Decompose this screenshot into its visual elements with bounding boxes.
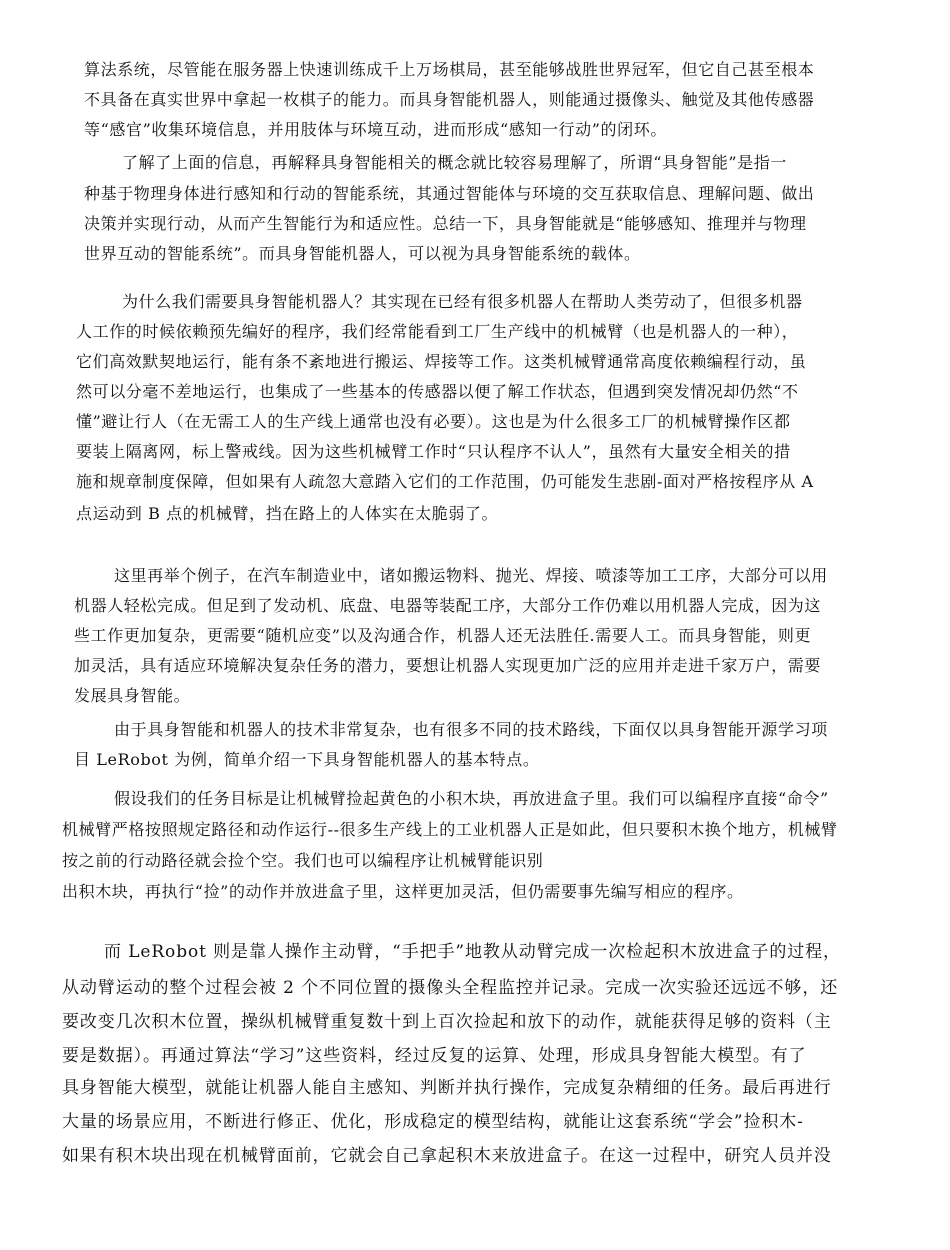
text-line: 具身智能大模型，就能让机器人能自主感知、判断并执行操作，完成复杂精细的任务。最后再进行 <box>62 1078 832 1098</box>
text-line: 然可以分毫不差地运行，也集成了一些基本的传感器以便了解工作状态，但遇到突发情况却仍然“不 <box>76 382 799 401</box>
text-line: 加灵活，具有适应环境解决复杂任务的潜力，要想让机器人实现更加广泛的应用并走进千家万户，需要 <box>74 656 822 675</box>
text-line: 不具备在真实世界中拿起一枚棋子的能力。而具身智能机器人，则能通过摄像头、触觉及其他传感器 <box>84 90 815 109</box>
text-line: 出积木块，再执行“捡”的动作并放进盒子里，这样更加灵活，但仍需要事先编写相应的程序。 <box>62 882 744 901</box>
text-line: 由于具身智能和机器人的技术非常复杂，也有很多不同的技术路线，下面仅以具身智能开源学习项 <box>114 720 828 739</box>
text-line: 从动臂运动的整个过程会被 2 个不同位置的摄像头全程监控并记录。完成一次实验还远远不够，还 <box>62 978 839 998</box>
text-line: 施和规章制度保障，但如果有人疏忽大意踏入它们的工作范围，仍可能发生悲剧-面对严格按程序从 A <box>76 472 814 491</box>
text-line: 种基于物理身体进行感知和行动的智能系统，其通过智能体与环境的交互获取信息、理解问题、做出 <box>84 184 815 203</box>
text-line: 人工作的时候依赖预先编好的程序，我们经常能看到工厂生产线中的机械臂（也是机器人的一种）， <box>76 322 799 341</box>
text-line: 假设我们的任务目标是让机械臂捡起黄色的小积木块，再放进盒子里。我们可以编程序直接“命令” <box>114 789 829 808</box>
text-line: 为什么我们需要具身智能机器人？其实现在已经有很多机器人在帮助人类劳动了，但很多机器 <box>122 292 803 311</box>
text-line: 些工作更加复杂，更需要“随机应变”以及沟通合作，机器人还无法胜任.需要人工。而具身智能，则更 <box>74 626 812 645</box>
text-line: 机器人轻松完成。但足到了发动机、底盘、电器等装配工序，大部分工作仍难以用机器人完成，因为这 <box>74 596 822 615</box>
text-line: 等“感官”收集环境信息，并用肢体与环境互动，进而形成“感知一行动”的闭环。 <box>84 120 667 139</box>
text-line: 目 LeRobot 为例，简单介绍一下具身智能机器人的基本特点。 <box>74 750 540 769</box>
text-line: 要改变几次积木位置，操纵机械臂重复数十到上百次捡起和放下的动作，就能获得足够的资料（主 <box>62 1012 832 1032</box>
text-line: 而 LeRobot 则是靠人操作主动臂，“手把手”地教从动臂完成一次检起积木放进盒子的过程， <box>104 942 841 962</box>
text-line: 按之前的行动路径就会捡个空。我们也可以编程序让机械臂能识别 <box>62 851 544 870</box>
text-line: 懂”避让行人（在无需工人的生产线上通常也没有必要）。这也是为什么很多工厂的机械臂操作区都 <box>76 412 791 431</box>
text-line: 算法系统，尽管能在服务器上快速训练成千上万场棋局，甚至能够战胜世界冠军，但它自己甚至根本 <box>84 60 815 79</box>
text-line: 如果有积木块出现在机械臂面前，它就会自己拿起积木来放进盒子。在这一过程中，研究人员并没 <box>62 1146 832 1166</box>
text-line: 发展具身智能。 <box>74 686 191 705</box>
text-line: 机械臂严格按照规定路径和动作运行--很多生产线上的工业机器人正是如此，但只要积木换个地方，机械臂 <box>62 820 838 839</box>
text-line: 世界互动的智能系统”。而具身智能机器人，可以视为具身智能系统的载体。 <box>84 244 641 263</box>
text-line: 了解了上面的信息，再解释具身智能相关的概念就比较容易理解了，所谓“具身智能”是指一 <box>122 153 787 172</box>
text-line: 点运动到 B 点的机械臂，挡在路上的人体实在太脆弱了。 <box>76 504 499 523</box>
text-line: 要是数据）。再通过算法“学习”这些资料，经过反复的运算、处理，形成具身智能大模型。有了 <box>62 1046 807 1066</box>
text-line: 要装上隔离网，标上警戒线。因为这些机械臂工作时“只认程序不认人”，虽然有大量安全相关的措 <box>76 442 791 461</box>
text-line: 这里再举个例子，在汽车制造业中，诸如搬运物料、抛光、焊接、喷漆等加工工序，大部分可以用 <box>114 566 828 585</box>
text-line: 它们高效默契地运行，能有条不紊地进行搬运、焊接等工作。这类机械臂通常高度依赖编程行动，虽 <box>76 352 807 371</box>
text-line: 大量的场景应用，不断进行修正、优化，形成稳定的模型结构，就能让这套系统“学会”捡积木- <box>62 1112 804 1132</box>
text-line: 决策并实现行动，从而产生智能行为和适应性。总结一下，具身智能就是“能够感知、推理并与物理 <box>84 214 807 233</box>
